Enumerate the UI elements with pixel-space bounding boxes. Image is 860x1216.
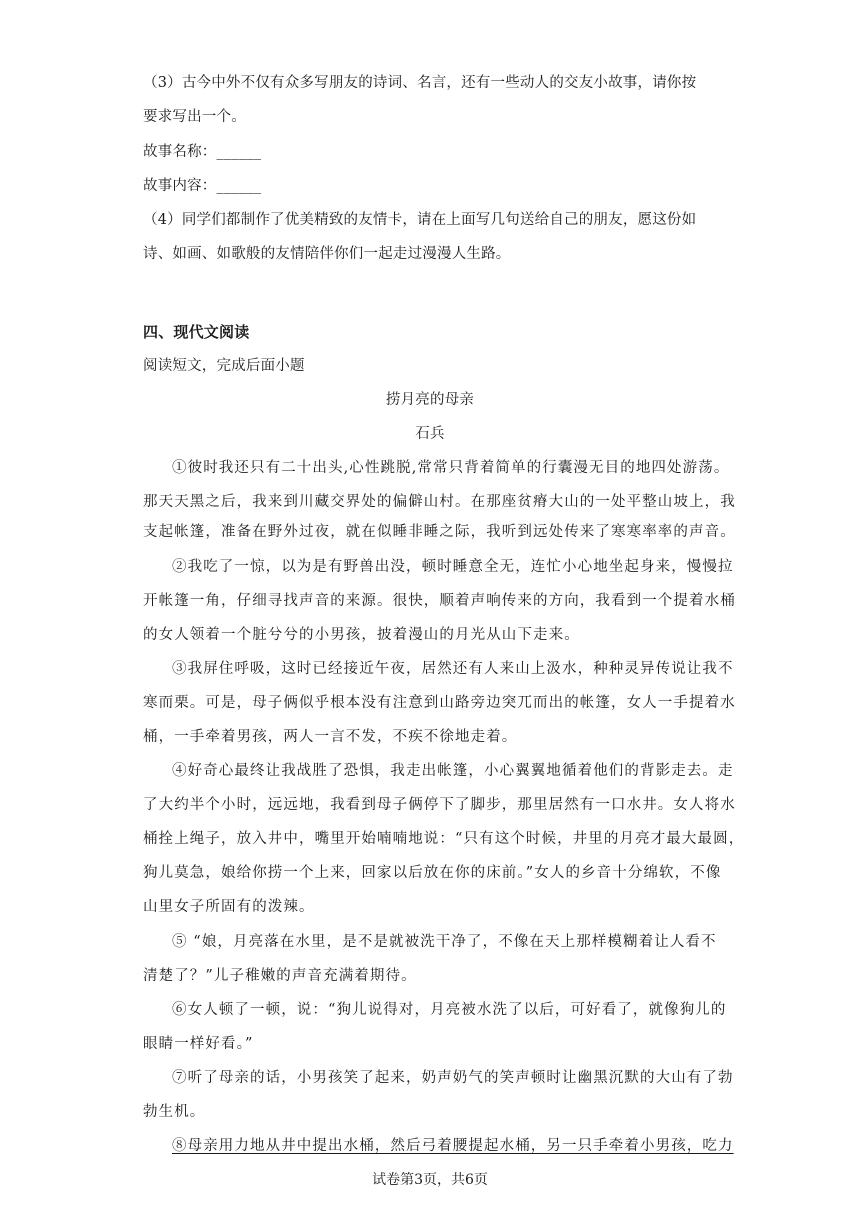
reading-instruction: 阅读短文，完成后面小题 xyxy=(143,358,305,374)
article-line-underlined: ⑧母亲用力地从井中提出水桶，然后弓着腰提起水桶，另一只手牵着小男孩，吃力 xyxy=(172,1138,734,1154)
article-line: 桶拴上绳子，放入井中，嘴里开始喃喃地说：“只有这个时候，井里的月亮才最大最圆， xyxy=(143,831,745,847)
q4-text-line2: 诗、如画、如歌般的友情陪伴你们一起走过漫漫人生路。 xyxy=(143,246,511,262)
article-line: ②我吃了一惊，以为是有野兽出没，顿时睡意全无，连忙小心地坐起身来，慢慢拉 xyxy=(172,559,734,575)
article-line: ⑦听了母亲的话，小男孩笑了起来，奶声奶气的笑声顿时让幽黑沉默的大山有了勃 xyxy=(172,1070,734,1086)
article-line: 了大约半个小时，远远地，我看到母子俩停下了脚步，那里居然有一口水井。女人将水 xyxy=(143,797,736,813)
article-line: 支起帐篷，准备在野外过夜，就在似睡非睡之际，我听到远处传来了寒寒率率的声音。 xyxy=(143,524,736,540)
article-line: 桶，一手牵着男孩，两人一言不发，不疾不徐地走着。 xyxy=(143,729,518,745)
q3-text-line2: 要求写出一个。 xyxy=(143,109,246,125)
article-line: 狗儿莫急，娘给你捞一个上来，回家以后放在你的床前。”女人的乡音十分绵软，不像 xyxy=(143,865,722,881)
article-line: ④好奇心最终让我战胜了恐惧，我走出帐篷，小心翼翼地循着他们的背影走去。走 xyxy=(172,763,734,779)
q3-text-line1: （3）古今中外不仅有众多写朋友的诗词、名言，还有一些动人的交友小故事，请你按 xyxy=(143,75,697,91)
article-line: 眼睛一样好看。” xyxy=(143,1036,254,1052)
article-line: 山里女子所固有的泼辣。 xyxy=(143,899,315,915)
article-line: 开帐篷一角，仔细寻找声音的来源。很快，顺着声响传来的方向，我看到一个提着水桶 xyxy=(143,593,736,609)
q4-text-line1: （4）同学们都制作了优美精致的友情卡，请在上面写几句送给自己的朋友，愿这份如 xyxy=(143,212,697,228)
article-line: 的女人领着一个脏兮兮的小男孩，披着漫山的月光从山下走来。 xyxy=(143,627,580,643)
article-line: ③我屏住呼吸，这时已经接近午夜，居然还有人来山上汲水，种种灵异传说让我不 xyxy=(172,661,734,677)
article-line: 清楚了？”儿子稚嫩的声音充满着期待。 xyxy=(143,968,417,984)
article-line: 那天天黑之后，我来到川藏交界处的偏僻山村。在那座贫瘠大山的一处平整山坡上，我 xyxy=(143,494,736,510)
article-author: 石兵 xyxy=(415,426,445,442)
story-name-field: 故事名称：______ xyxy=(143,144,262,160)
page-footer: 试卷第3页，共6页 xyxy=(372,1172,488,1188)
article-line: 勃生机。 xyxy=(143,1104,206,1120)
article-line: ⑥女人顿了一顿，说：“狗儿说得对，月亮被水洗了以后，可好看了，就像狗儿的 xyxy=(172,1002,727,1018)
article-line: ⑤ “娘，月亮落在水里，是不是就被洗干净了，不像在天上那样模糊着让人看不 xyxy=(172,934,717,950)
article-line: ①彼时我还只有二十出头,心性跳脱,常常只背着简单的行囊漫无目的地四处游荡。 xyxy=(172,460,730,476)
article-line: 寒而栗。可是，母子俩似乎根本没有注意到山路旁边突兀而出的帐篷，女人一手提着水 xyxy=(143,695,736,711)
section-heading: 四、现代文阅读 xyxy=(143,323,250,341)
story-content-field: 故事内容：______ xyxy=(143,178,262,194)
article-title: 捞月亮的母亲 xyxy=(385,392,475,408)
